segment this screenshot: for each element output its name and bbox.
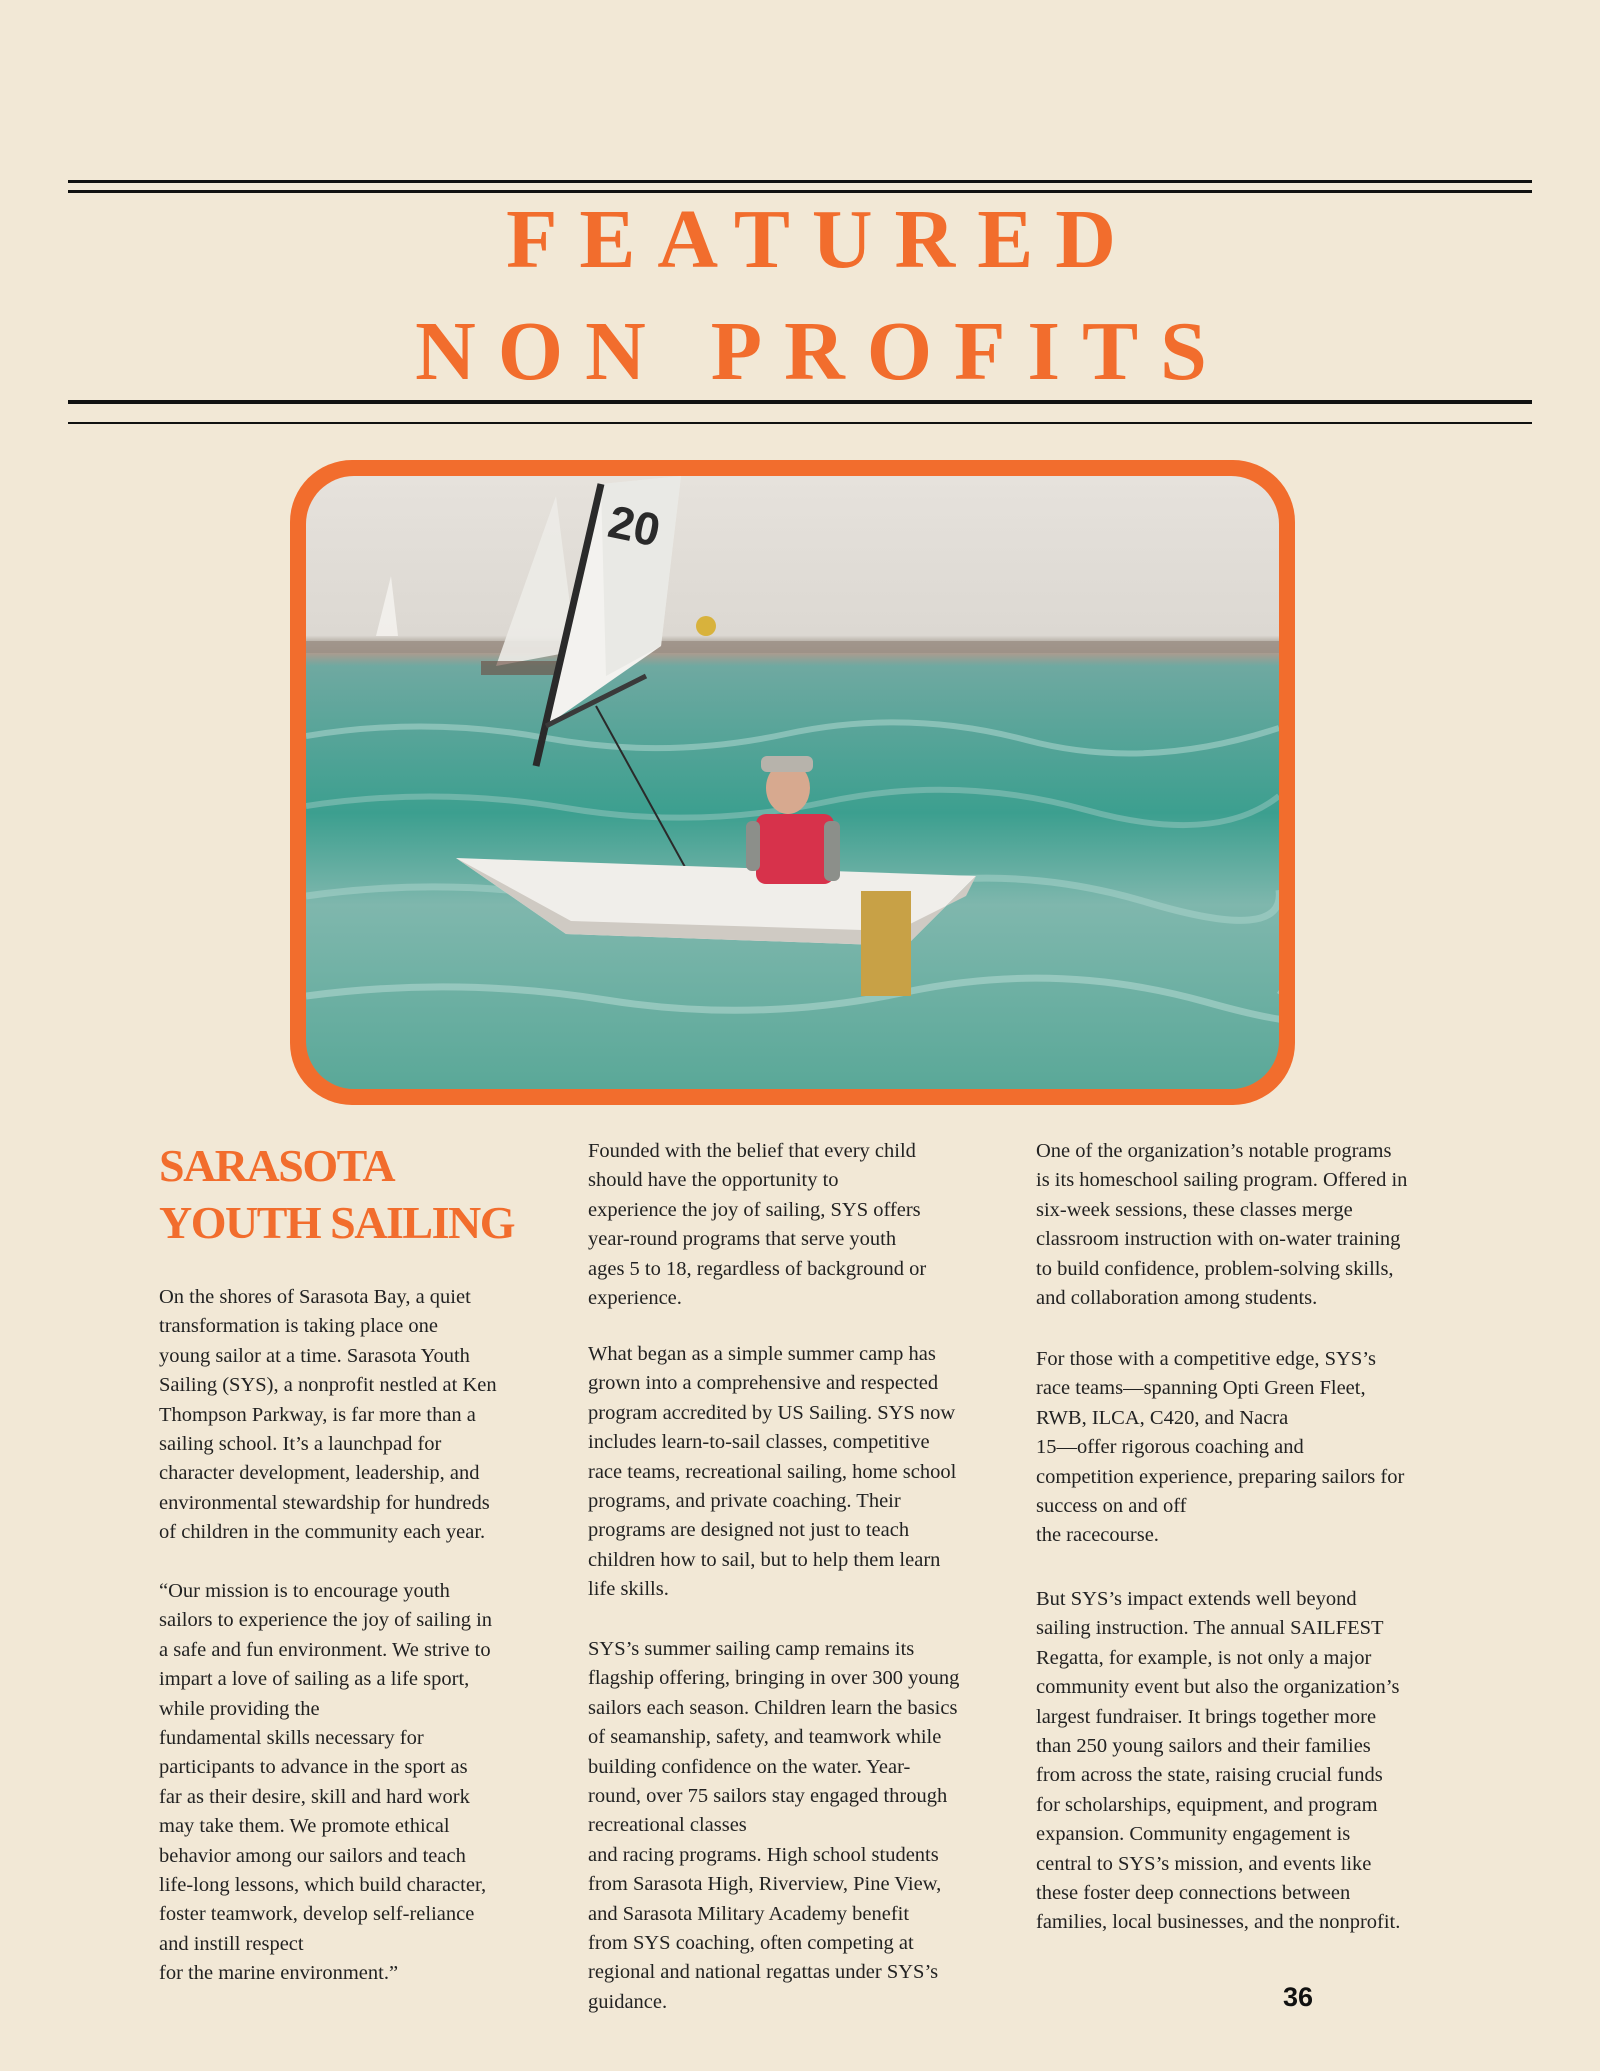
text-line: character development, leadership, and [159, 1462, 480, 1485]
text-line: guidance. [588, 1990, 668, 2013]
text-line: and Sarasota Military Academy benefit [588, 1902, 910, 1925]
article-heading [159, 1137, 539, 1251]
text-line: and collaboration among students. [1036, 1287, 1318, 1310]
top-rule-1 [68, 180, 1532, 183]
heading-line-2: YOUTH SAILING [159, 1197, 514, 1248]
text-line: environmental stewardship for hundreds [159, 1491, 490, 1514]
text-line: recreational classes [588, 1814, 747, 1837]
text-line: experience the joy of sailing, SYS offers [588, 1198, 921, 1221]
text-line: behavior among our sailors and teach [159, 1844, 466, 1867]
text-line: life-long lessons, which build character, [159, 1874, 487, 1897]
bottom-rule-1 [68, 400, 1532, 404]
column-1-para-2 [159, 1577, 554, 1989]
text-line: while providing the [159, 1697, 320, 1720]
bottom-rule-2 [68, 422, 1532, 424]
text-line: these foster deep connections between [1036, 1882, 1351, 1905]
text-line: program accredited by US Sailing. SYS now [588, 1401, 956, 1424]
text-line: success on and off [1036, 1495, 1187, 1518]
text-line: sailing instruction. The annual SAILFEST [1036, 1617, 1384, 1640]
column-3-para-1 [1036, 1137, 1466, 1313]
text-line: What began as a simple summer camp has [588, 1343, 936, 1365]
text-line: sailing school. It’s a launchpad for [159, 1433, 442, 1456]
text-line: families, local businesses, and the nonprofit. [1036, 1911, 1401, 1934]
text-line: ages 5 to 18, regardless of background or [588, 1257, 927, 1280]
text-line: fundamental skills necessary for [159, 1727, 424, 1750]
text-line: of seamanship, safety, and teamwork while [588, 1726, 942, 1749]
text-line: programs, and private coaching. Their [588, 1490, 901, 1513]
text-line: is its homeschool sailing program. Offered in [1036, 1169, 1408, 1192]
text-line: Regatta, for example, is not only a major [1036, 1646, 1372, 1669]
text-line: grown into a comprehensive and respected [588, 1372, 939, 1395]
text-line: impart a love of sailing as a life sport, [159, 1668, 470, 1691]
text-line: for scholarships, equipment, and program [1036, 1793, 1378, 1816]
text-line: “Our mission is to encourage youth [159, 1580, 450, 1602]
column-2-para-1 [588, 1137, 1018, 1313]
text-line: On the shores of Sarasota Bay, a quiet [159, 1286, 471, 1308]
photo-frame [290, 460, 1295, 1105]
text-line: RWB, ILCA, C420, and Nacra [1036, 1406, 1289, 1429]
text-line: race teams, recreational sailing, home school [588, 1460, 957, 1483]
text-line: programs are designed not just to teach [588, 1519, 910, 1542]
section-title-line1: FEATURED [506, 193, 1138, 286]
text-line: and instill respect [159, 1932, 304, 1955]
text-line: from across the state, raising crucial funds [1036, 1764, 1383, 1787]
sailing-illustration [306, 476, 1279, 1089]
column-1-para-1 [159, 1283, 554, 1548]
text-line: from SYS coaching, often competing at [588, 1932, 914, 1955]
text-line: should have the opportunity to [588, 1169, 839, 1192]
text-line: building confidence on the water. Year- [588, 1755, 911, 1778]
text-line: young sailor at a time. Sarasota Youth [159, 1344, 470, 1367]
section-title-line2: NON PROFITS [415, 305, 1229, 398]
text-line: for the marine environment.” [159, 1962, 399, 1985]
text-line: and racing programs. High school students [588, 1843, 939, 1866]
text-line: the racecourse. [1036, 1524, 1159, 1547]
text-line: flagship offering, bringing in over 300 young [588, 1667, 960, 1690]
text-line: from Sarasota High, Riverview, Pine View, [588, 1873, 942, 1896]
text-line: may take them. We promote ethical [159, 1815, 450, 1838]
text-line: But SYS’s impact extends well beyond [1036, 1588, 1357, 1610]
sailing-photo [306, 476, 1279, 1089]
text-line: foster teamwork, develop self-reliance [159, 1903, 475, 1926]
sail-number: 20 [603, 494, 665, 557]
text-line: Founded with the belief that every child [588, 1140, 916, 1162]
column-3-para-2 [1036, 1345, 1466, 1551]
text-line: experience. [588, 1287, 682, 1310]
heading-line-1: SARASOTA [159, 1140, 395, 1191]
text-line: regional and national regattas under SYS’s [588, 1961, 939, 1984]
text-line: expansion. Community engagement is [1036, 1823, 1351, 1846]
text-line: 15—offer rigorous coaching and [1036, 1436, 1304, 1459]
column-3-para-3 [1036, 1585, 1466, 1938]
text-line: community event but also the organization’s [1036, 1676, 1400, 1699]
column-2-para-3 [588, 1635, 1018, 2017]
text-line: SYS’s summer sailing camp remains its [588, 1638, 915, 1660]
text-line: a safe and fun environment. We strive to [159, 1638, 491, 1661]
text-line: round, over 75 sailors stay engaged through [588, 1785, 948, 1808]
text-line: far as their desire, skill and hard work [159, 1785, 470, 1808]
text-line: For those with a competitive edge, SYS’s [1036, 1348, 1376, 1370]
text-line: than 250 young sailors and their families [1036, 1735, 1371, 1758]
text-line: includes learn-to-sail classes, competitive [588, 1431, 930, 1454]
text-line: six-week sessions, these classes merge [1036, 1198, 1353, 1221]
text-line: Thompson Parkway, is far more than a [159, 1403, 476, 1426]
text-line: to build confidence, problem-solving skills, [1036, 1257, 1394, 1280]
text-line: life skills. [588, 1578, 669, 1601]
text-line: largest fundraiser. It brings together more [1036, 1705, 1377, 1728]
text-line: of children in the community each year. [159, 1521, 486, 1544]
text-line: race teams—spanning Opti Green Fleet, [1036, 1377, 1366, 1400]
text-line: sailors to experience the joy of sailing in [159, 1609, 493, 1632]
text-line: children how to sail, but to help them learn [588, 1548, 941, 1571]
page-number: 36 [1283, 1982, 1314, 2012]
text-line: classroom instruction with on-water training [1036, 1228, 1401, 1251]
text-line: central to SYS’s mission, and events like [1036, 1852, 1372, 1875]
text-line: year-round programs that serve youth [588, 1228, 897, 1251]
text-line: competition experience, preparing sailors for [1036, 1465, 1405, 1488]
column-2-para-2 [588, 1340, 1018, 1605]
text-line: transformation is taking place one [159, 1315, 438, 1338]
text-line: participants to advance in the sport as [159, 1756, 468, 1779]
text-line: Sailing (SYS), a nonprofit nestled at Ken [159, 1374, 497, 1397]
text-line: sailors each season. Children learn the basics [588, 1696, 958, 1719]
text-line: One of the organization’s notable programs [1036, 1140, 1392, 1162]
